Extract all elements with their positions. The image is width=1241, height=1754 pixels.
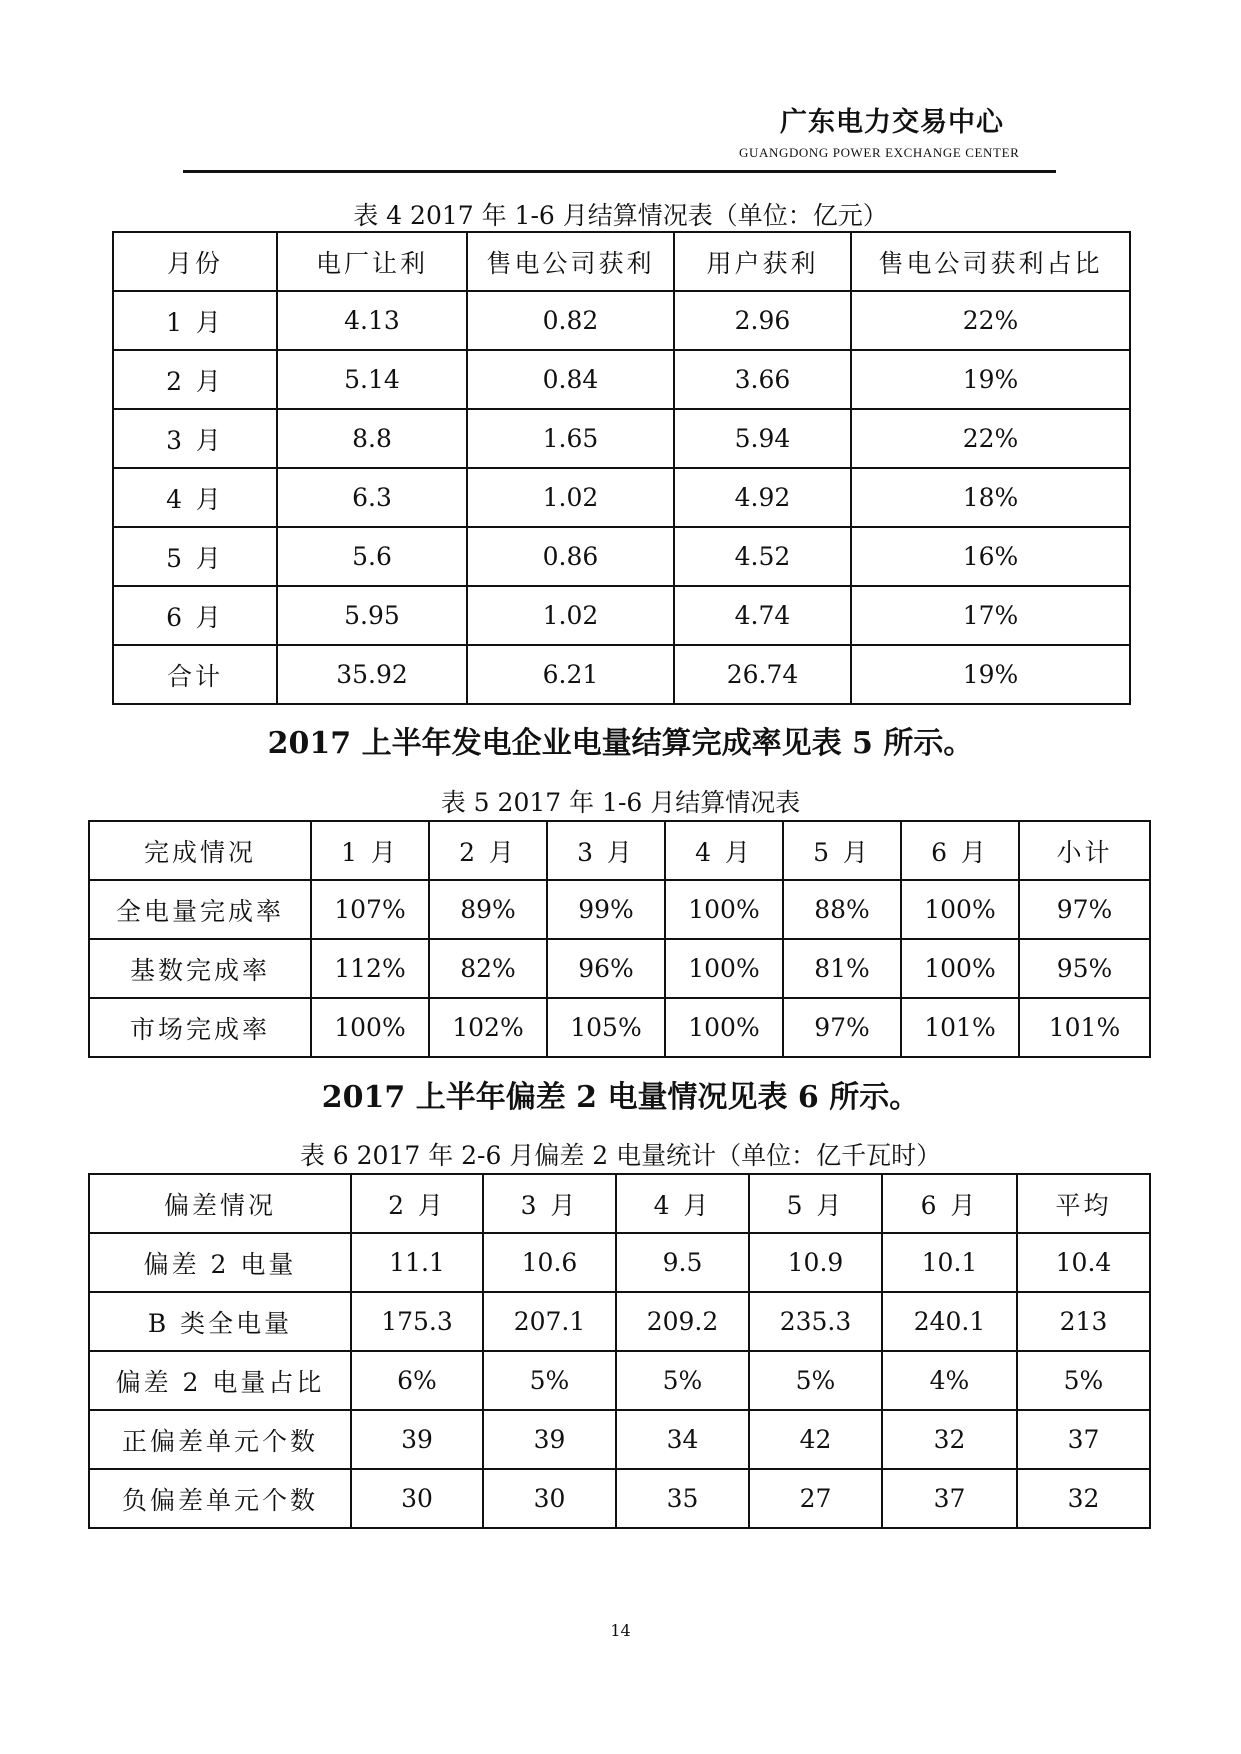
table-cell: 0.86 <box>467 527 674 586</box>
header-cell: 用户获利 <box>674 232 851 291</box>
table-cell: 27 <box>749 1469 882 1528</box>
table-cell: 6% <box>351 1351 483 1410</box>
table-cell: 5.6 <box>277 527 467 586</box>
table5-completion-rates <box>88 820 1151 1058</box>
header-cell: 小计 <box>1019 821 1150 880</box>
table-cell: 39 <box>483 1410 616 1469</box>
table-cell: 88% <box>783 880 901 939</box>
table-cell: 5.14 <box>277 350 467 409</box>
table-cell: 89% <box>429 880 547 939</box>
table-cell: 10.1 <box>882 1233 1017 1292</box>
table-cell: 22% <box>851 409 1130 468</box>
header-cell: 月份 <box>113 232 277 291</box>
header-cell: 2 月 <box>351 1174 483 1233</box>
table-cell: 112% <box>311 939 429 998</box>
table-cell: 207.1 <box>483 1292 616 1351</box>
table-cell: 100% <box>665 880 783 939</box>
table-cell: 100% <box>665 939 783 998</box>
row-label: 6 月 <box>113 586 277 645</box>
header-cell: 5 月 <box>749 1174 882 1233</box>
org-name-cn: 广东电力交易中心 <box>780 107 1004 138</box>
table-cell: 5% <box>749 1351 882 1410</box>
table-cell: 19% <box>851 350 1130 409</box>
table-row <box>89 1410 1150 1469</box>
table-row <box>89 1351 1150 1410</box>
header-cell: 4 月 <box>616 1174 749 1233</box>
table-cell: 4.74 <box>674 586 851 645</box>
table-cell: 3.66 <box>674 350 851 409</box>
table-cell: 16% <box>851 527 1130 586</box>
header-divider <box>183 170 1056 173</box>
table4-caption: 表 4 2017 年 1-6 月结算情况表（单位：亿元） <box>353 201 888 230</box>
header-cell: 售电公司获利 <box>467 232 674 291</box>
row-label: 正偏差单元个数 <box>89 1410 351 1469</box>
table-row <box>113 527 1130 586</box>
row-label: 1 月 <box>113 291 277 350</box>
org-name-en: GUANGDONG POWER EXCHANGE CENTER <box>739 145 1020 160</box>
header-cell: 6 月 <box>882 1174 1017 1233</box>
body-paragraph: 2017 上半年发电企业电量结算完成率见表 5 所示。 <box>267 726 974 761</box>
table-cell: 99% <box>547 880 665 939</box>
header-cell: 平均 <box>1017 1174 1150 1233</box>
table-cell: 10.9 <box>749 1233 882 1292</box>
table-row <box>89 1292 1150 1351</box>
row-label: 基数完成率 <box>89 939 311 998</box>
table-row <box>113 350 1130 409</box>
table-cell: 42 <box>749 1410 882 1469</box>
table-cell: 5.94 <box>674 409 851 468</box>
table-cell: 100% <box>665 998 783 1057</box>
table-cell: 32 <box>882 1410 1017 1469</box>
table-cell: 81% <box>783 939 901 998</box>
header-cell: 2 月 <box>429 821 547 880</box>
row-label: 5 月 <box>113 527 277 586</box>
row-label: 4 月 <box>113 468 277 527</box>
header-cell: 5 月 <box>783 821 901 880</box>
table-cell: 8.8 <box>277 409 467 468</box>
table-cell: 175.3 <box>351 1292 483 1351</box>
table-cell: 34 <box>616 1410 749 1469</box>
table-cell: 5% <box>1017 1351 1150 1410</box>
table-cell: 97% <box>783 998 901 1057</box>
header-cell: 售电公司获利占比 <box>851 232 1130 291</box>
table-cell: 105% <box>547 998 665 1057</box>
table-cell: 22% <box>851 291 1130 350</box>
table-row <box>113 409 1130 468</box>
table-cell: 1.65 <box>467 409 674 468</box>
table-cell: 35.92 <box>277 645 467 704</box>
table-cell: 32 <box>1017 1469 1150 1528</box>
table-cell: 0.84 <box>467 350 674 409</box>
table-cell: 19% <box>851 645 1130 704</box>
table-cell: 10.6 <box>483 1233 616 1292</box>
header-cell: 电厂让利 <box>277 232 467 291</box>
table-cell: 4.52 <box>674 527 851 586</box>
table-cell: 1.02 <box>467 586 674 645</box>
table-row <box>89 1233 1150 1292</box>
table-cell: 4% <box>882 1351 1017 1410</box>
row-label: 市场完成率 <box>89 998 311 1057</box>
table-cell: 2.96 <box>674 291 851 350</box>
table-header-row <box>89 1174 1150 1233</box>
row-label: 2 月 <box>113 350 277 409</box>
header-cell: 完成情况 <box>89 821 311 880</box>
table4-settlement <box>112 231 1131 705</box>
table-cell: 35 <box>616 1469 749 1528</box>
table-cell: 4.13 <box>277 291 467 350</box>
table6-caption: 表 6 2017 年 2-6 月偏差 2 电量统计（单位：亿千瓦时） <box>299 1141 942 1170</box>
table-header-row <box>89 821 1150 880</box>
table-cell: 100% <box>901 939 1019 998</box>
table-cell: 5% <box>483 1351 616 1410</box>
table-row <box>113 468 1130 527</box>
row-label: 3 月 <box>113 409 277 468</box>
table-row <box>89 939 1150 998</box>
table-cell: 240.1 <box>882 1292 1017 1351</box>
table-row <box>89 998 1150 1057</box>
table6-deviation-stats <box>88 1173 1151 1529</box>
table-cell: 10.4 <box>1017 1233 1150 1292</box>
table-cell: 26.74 <box>674 645 851 704</box>
body-paragraph: 2017 上半年偏差 2 电量情况见表 6 所示。 <box>321 1080 920 1115</box>
page-number: 14 <box>610 1621 631 1640</box>
row-label: 负偏差单元个数 <box>89 1469 351 1528</box>
header-cell: 偏差情况 <box>89 1174 351 1233</box>
table-cell: 209.2 <box>616 1292 749 1351</box>
header-cell: 1 月 <box>311 821 429 880</box>
table-cell: 39 <box>351 1410 483 1469</box>
table-cell: 9.5 <box>616 1233 749 1292</box>
table-cell: 4.92 <box>674 468 851 527</box>
table-row <box>113 291 1130 350</box>
table-cell: 5.95 <box>277 586 467 645</box>
table-cell: 18% <box>851 468 1130 527</box>
table-row <box>89 1469 1150 1528</box>
header-cell: 3 月 <box>547 821 665 880</box>
table-cell: 213 <box>1017 1292 1150 1351</box>
header-cell: 4 月 <box>665 821 783 880</box>
table-cell: 30 <box>351 1469 483 1528</box>
header-cell: 6 月 <box>901 821 1019 880</box>
header-cell: 3 月 <box>483 1174 616 1233</box>
table-cell: 37 <box>882 1469 1017 1528</box>
table-cell: 107% <box>311 880 429 939</box>
row-label: 偏差 2 电量 <box>89 1233 351 1292</box>
table-row <box>113 586 1130 645</box>
table-cell: 6.3 <box>277 468 467 527</box>
row-label: 偏差 2 电量占比 <box>89 1351 351 1410</box>
table-cell: 11.1 <box>351 1233 483 1292</box>
table-cell: 95% <box>1019 939 1150 998</box>
table5-caption: 表 5 2017 年 1-6 月结算情况表 <box>440 788 801 817</box>
table-cell: 97% <box>1019 880 1150 939</box>
table-cell: 101% <box>1019 998 1150 1057</box>
table-cell: 101% <box>901 998 1019 1057</box>
table-cell: 1.02 <box>467 468 674 527</box>
table-cell: 96% <box>547 939 665 998</box>
table-total-row <box>113 645 1130 704</box>
table-cell: 37 <box>1017 1410 1150 1469</box>
table-cell: 82% <box>429 939 547 998</box>
table-cell: 30 <box>483 1469 616 1528</box>
table-row <box>89 880 1150 939</box>
table-header-row <box>113 232 1130 291</box>
row-label: 合计 <box>113 645 277 704</box>
row-label: 全电量完成率 <box>89 880 311 939</box>
table-cell: 100% <box>901 880 1019 939</box>
table-cell: 100% <box>311 998 429 1057</box>
row-label: B 类全电量 <box>89 1292 351 1351</box>
table-cell: 102% <box>429 998 547 1057</box>
table-cell: 6.21 <box>467 645 674 704</box>
table-cell: 0.82 <box>467 291 674 350</box>
table-cell: 235.3 <box>749 1292 882 1351</box>
table-cell: 5% <box>616 1351 749 1410</box>
table-cell: 17% <box>851 586 1130 645</box>
